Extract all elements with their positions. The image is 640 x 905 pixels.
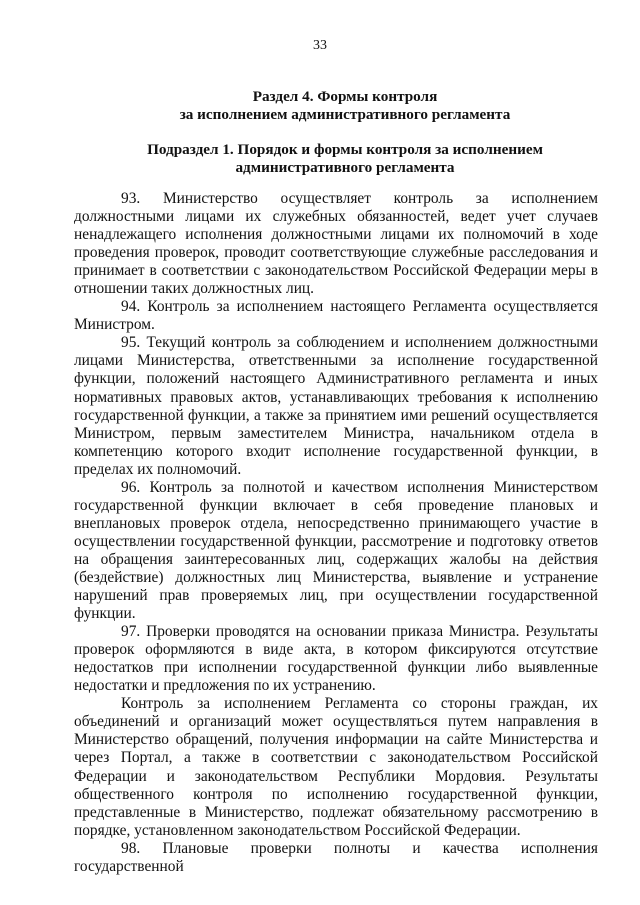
body-text (74, 190, 598, 876)
paragraph-93: 93. Министерство осуществляет контроль за исполнением должностными лицами их служебных обязанностей, ведет учет случаев ненадлежащего исполнения должностными лицами их полномочий в ходе проведения проверок, проводит соответствующие служебные расследования и принимает в соответствии с законодательством Российской Федерации меры в отношении таких должностных лиц. (74, 190, 598, 298)
paragraph-94: 94. Контроль за исполнением настоящего Регламента осуществляется Министром. (74, 298, 598, 334)
subsection-title-line-2: административного регламента (235, 159, 455, 176)
section-title-line-2: за исполнением административного регламента (179, 106, 511, 123)
subsection-title-line-1: Подраздел 1. Порядок и формы контроля за исполнением (147, 141, 543, 158)
page-number: 33 (313, 38, 327, 53)
paragraph-96: 96. Контроль за полнотой и качеством исполнения Министерством государственной функции включает в себя проведение плановых и внеплановых проверок отдела, непосредственно принимающего участие в осуществлении государственной функции, рассмотрение и подготовку ответов на обращения заинтересованных лиц, содержащих жалобы на действия (бездействие) должностных лиц Министерства, выявление и устранение нарушений прав проверяемых лиц, при осуществлении государственной функции. (74, 478, 598, 623)
paragraph-97: 97. Проверки проводятся на основании приказа Министра. Результаты проверок оформляются в виде акта, в котором фиксируются отсутствие недостатков при исполнении государственной функции либо выявленные недостатки и предложения по их устранению. (74, 623, 598, 695)
section-title (95, 88, 595, 124)
subsection-title (95, 141, 595, 177)
paragraph-95: 95. Текущий контроль за соблюдением и исполнением должностными лицами Министерства, ответственными за исполнение государственной функции, положений настоящего Административного регламента и иных нормативных правовых актов, устанавливающих требования к исполнению государственной функции, а также за принятием ими решений осуществляется Министром, первым заместителем Министра, начальником отдела в компетенцию которого входит исполнение государственной функции, в пределах их полномочий. (74, 334, 598, 478)
paragraph-98: 98. Плановые проверки полноты и качества исполнения государственной (74, 839, 598, 875)
paragraph-public-control: Контроль за исполнением Регламента со стороны граждан, их объединений и организаций может осуществляться путем направления в Министерство обращений, получения информации на сайте Министерства и через Портал, а также в соответствии с законодательством Российской Федерации и законодательством Республики Мордовия. Результаты общественного контроля по исполнению государственной функции, представленные в Министерство, подлежат обязательному рассмотрению в порядке, установленном законодательством Российской Федерации. (74, 695, 598, 839)
section-title-line-1: Раздел 4. Формы контроля (252, 88, 438, 105)
